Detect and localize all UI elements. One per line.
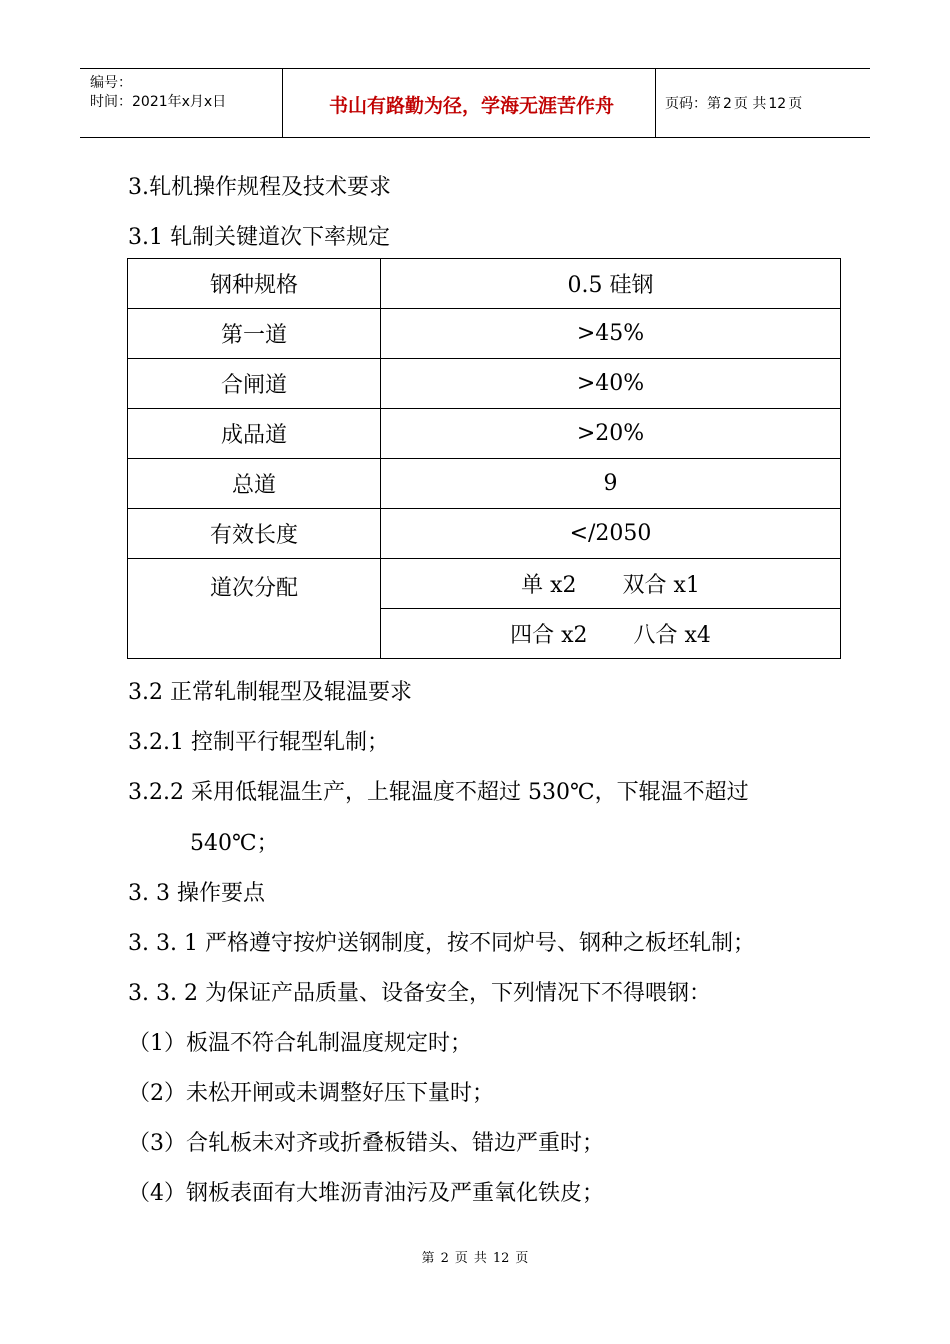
para-3-2-2-cont: 540℃； bbox=[190, 831, 279, 856]
page-total: 12 bbox=[768, 96, 787, 112]
table-cell-value: >45% bbox=[381, 309, 841, 359]
section-3-2-title: 3.2 正常轧制辊型及辊温要求 bbox=[128, 680, 412, 705]
footer-gong: 共 bbox=[473, 1251, 487, 1266]
section-3-1-title: 3.1 轧制关键道次下率规定 bbox=[128, 225, 390, 250]
list-item: （3）合轧板未对齐或折叠板错头、错边严重时； bbox=[128, 1131, 604, 1156]
dist-quad: 四合 x2 bbox=[510, 623, 588, 648]
dist-octo: 八合 x4 bbox=[633, 623, 711, 648]
para-3-3-2: 3. 3. 2 为保证产品质量、设备安全，下列情况下不得喂钢： bbox=[128, 981, 711, 1006]
table-cell-label: 成品道 bbox=[128, 409, 381, 459]
table-cell-label: 总道 bbox=[128, 459, 381, 509]
table-cell-label: 道次分配 bbox=[128, 559, 381, 659]
footer-ye2: 页 bbox=[515, 1251, 529, 1266]
table-row bbox=[128, 309, 841, 359]
table-row bbox=[128, 459, 841, 509]
header-motto: 书山有路勤为径，学海无涯苦作舟 bbox=[328, 95, 614, 117]
table-cell-label: 有效长度 bbox=[128, 509, 381, 559]
table-cell-value: 0.5 硅钢 bbox=[381, 259, 841, 309]
serial-label: 编号： bbox=[90, 75, 132, 91]
page-end: 页 bbox=[788, 96, 803, 112]
footer-total: 12 bbox=[492, 1251, 510, 1266]
footer-di: 第 bbox=[421, 1251, 435, 1266]
para-3-2-2: 3.2.2 采用低辊温生产，上辊温度不超过 530℃，下辊温不超过 bbox=[128, 780, 749, 805]
dist-double: 双合 x1 bbox=[622, 573, 700, 598]
table-cell-label: 合闸道 bbox=[128, 359, 381, 409]
table-cell-label: 第一道 bbox=[128, 309, 381, 359]
footer-page: 2 bbox=[440, 1251, 449, 1266]
table-row bbox=[128, 559, 841, 609]
list-item: （2）未松开闸或未调整好压下量时； bbox=[128, 1081, 494, 1106]
table-row bbox=[128, 509, 841, 559]
page-footer bbox=[0, 1247, 950, 1266]
para-3-3-1: 3. 3. 1 严格遵守按炉送钢制度，按不同炉号、钢种之板坯轧制； bbox=[128, 931, 755, 956]
list-item: （4）钢板表面有大堆沥青油污及严重氧化铁皮； bbox=[128, 1181, 604, 1206]
para-3-2-1: 3.2.1 控制平行辊型轧制； bbox=[128, 730, 389, 755]
reduction-rate-table bbox=[127, 258, 841, 659]
list-item: （1）板温不符合轧制温度规定时； bbox=[128, 1031, 472, 1056]
table-row bbox=[128, 409, 841, 459]
header-page-info bbox=[665, 93, 804, 113]
time-label: 时间：2021年x月x日 bbox=[90, 94, 227, 110]
section-3-title: 3.轧机操作规程及技术要求 bbox=[128, 175, 391, 200]
page-number: 2 bbox=[723, 96, 732, 112]
footer-ye: 页 bbox=[454, 1251, 468, 1266]
page-header bbox=[80, 68, 870, 138]
table-cell-value: >40% bbox=[381, 359, 841, 409]
table-cell-value: </2050 bbox=[381, 509, 841, 559]
table-cell-label: 钢种规格 bbox=[128, 259, 381, 309]
page-mid: 页 共 bbox=[733, 96, 767, 112]
section-3-3-title: 3. 3 操作要点 bbox=[128, 881, 265, 906]
table-cell-value bbox=[381, 559, 841, 609]
table-row bbox=[128, 359, 841, 409]
page-label: 页码：第 bbox=[665, 96, 721, 112]
table-row bbox=[128, 259, 841, 309]
table-cell-value bbox=[381, 609, 841, 659]
header-divider bbox=[282, 69, 283, 137]
dist-single: 单 x2 bbox=[521, 573, 577, 598]
table-cell-value: >20% bbox=[381, 409, 841, 459]
table-cell-value: 9 bbox=[381, 459, 841, 509]
